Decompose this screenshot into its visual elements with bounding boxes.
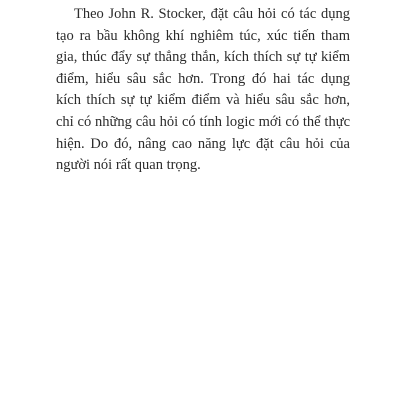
paragraph-line-4: điểm, hiểu sâu sắc hơn. Trong đó hai tác dụng (56, 70, 350, 87)
paragraph-line-7: hiện. Do đó, nâng cao năng lực đặt câu hỏi của (56, 135, 350, 152)
paragraph-line-2: tạo ra bầu không khí nghiêm túc, xúc tiến tham (56, 27, 350, 44)
body-paragraph (56, 4, 350, 177)
paragraph-line-3: gia, thúc đẩy sự thẳng thắn, kích thích sự tự kiểm (56, 49, 350, 66)
paragraph-line-8: người nói rất quan trọng. (56, 157, 201, 174)
paragraph-line-1: Theo John R. Stocker, đặt câu hỏi có tác dụng (74, 6, 350, 22)
paragraph-line-6: chỉ có những câu hỏi có tính logic mới có thể thực (56, 113, 350, 130)
paragraph-line-5: kích thích sự tự kiểm điểm và hiểu sâu sắc hơn, (56, 92, 350, 109)
